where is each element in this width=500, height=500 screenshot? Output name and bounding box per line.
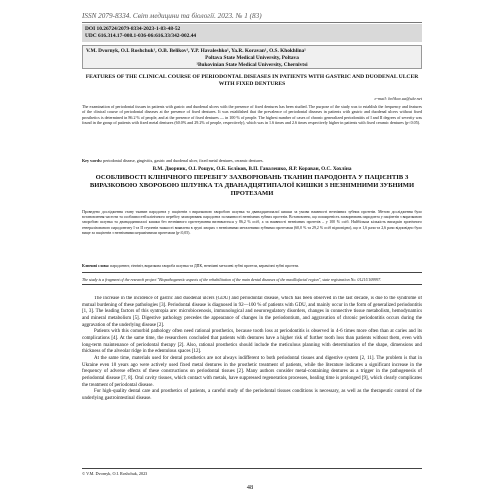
abstract-ua: Проведено дослідження стану тканин пародонта у пацієнтів з виразковою хворобою шлунка та дванадцятипалої кишки за умови наявності незнімних зубних протезів. Метою дослідження було встановлення частоти та особливостей клінічного перебігу захворювань пародонта за наявності незнімних зубних протезів. Встановлено, що поширеність захворювань пародонта у пацієнтів з виразковою хворобою шлунка та дванадцятипалої кишки без незнімного протезування визначається у 86,2 % осіб, а за наявності незнімних протезів – у 100 % осіб. Найбільша кількість випадків хронічного генералізованого пародонтиту I та II ступенів тяжкості виявлена в групі хворих з незнімними металевими зубними протезами (60,0 % та 29,2 % осіб відповідно), що в 1,6 рази та 2,6 рази відповідно було вище за пацієнтів з незнімними керамічними протезами (p<0,05). [82,210,422,235]
body-paragraph: The increase in the incidence of gastric and duodenal ulcers (GDU) and periodontal disease, which has been observed in the last decade, is due to the syndrome of mutual burdening of these pathologies [3]. Periodontal disease is diagnosed in 92—100 % of patients with GDU, and mainly occur in the form of generalized periodontitis [1, 3]. The leading factors of this syntropia are: microbiocenosis, immunological and neuroregulatory disorders, changes in connective tissue metabolism, hemodynamics and mineral metabolism [5]. Digestive pathology precedes the appearance of changes in the periodontium, and aggravation of chronic periodontitis occurs during the aggravation of the underlying disease [2]. [82,296,422,328]
keywords-en [82,158,422,163]
journal-header: ISSN 2079-8334. Світ медицини та біології. 2023. № 1 (83) [82,12,422,23]
article-title-ua: ОСОБЛИВОСТІ КЛІНІЧНОГО ПЕРЕБІГУ ЗАХВОРЮВАНЬ ТКАНИН ПАРОДОНТА У ПАЦІЄНТІВ З ВИРАЗКОВОЮ ХВОРОБОЮ ШЛУНКА ТА ДВАНАДЦЯТИПАЛОЇ КИШКИ З НЕЗНІМНИМИ ЗУБНИМИ ПРОТЕЗАМИ [89,174,415,198]
keywords-en-text: periodontal disease, gingivitis, gastric and duodenal ulcer, fixed metal dentures, ceramic dentures. [103,158,264,163]
institution-1: Poltava State Medical University, Poltava [205,54,299,61]
article-body [82,296,422,464]
body-paragraph: Patients with this comorbid pathology often need rational prosthetics, because tooth loss at periodontitis is observed in 4-6 times more often than at caries and its complications [4]. At the same time, the researchers concluded that patients with dentures have a higher risk of further tooth loss than patients without them, even with long-term maintenance of periodontal therapy [2]. Also, rational prosthetics should include the meticulous planning with determination of the shape, dimensions and thickness of the alveolar ridge in the edentulous spaces [12]. [82,329,422,355]
article-title-en: FEATURES OF THE CLINICAL COURSE OF PERIODONTAL DISEASES IN PATIENTS WITH GASTRIC AND DUODENAL ULCER WITH FIXED DENTURES [85,74,419,88]
keywords-ua [82,264,422,273]
authors-affiliations [82,45,422,69]
udc: UDC 616.314.17-008.1-036-06:616.33/342-002.44 [85,32,197,39]
body-paragraph: At the same time, materials used for dental prosthetics are not always indifferent to both periodontal tissues and digestive system [2, 11]. The problem is that in Ukraine even 10 years ago were actively used fixed metal dentures in the prosthetic treatment of patients, while the literature indicates a significant increase in the frequency of adverse effects of these constructions on periodontal tissues [2]. Many authors consider metal-containing dentures as a trigger in the pathogenesis of periodontal disease [7, 8]. Oral cavity tissues, which contact with metals, have suppressed regeneration processes, healing time is prolonged [9], which clearly complicates the treatment of periodontal disease. [82,356,422,388]
institution-2: ¹Bukovinian State Medical University, Chernivtsi [196,61,308,68]
doi: DOI 10.26724/2079-8334-2023-1-83-48-52 [85,26,181,32]
keywords-ua-label: Ключові слова: [82,264,110,268]
page-number: 48 [246,484,254,491]
abstract-en: The examination of periodontal tissues in patients with gastric and duodenal ulcers with the presence of fixed dentures has been studied. The purpose of the study was to establish the frequency and features of the clinical course of periodontal diseases at the presence of fixed dentures. It was established that the prevalence of periodontal diseases in patients with gastric and duodenal ulcers without fixed prosthetics is determined in 86.2 % of people, and at the presence of fixed dentures — in 100 % of people. The highest number of cases of chronic generalized periodontitis of I and II degrees of severity was found in the group of patients with fixed metal dentures (60.0% and 29.2% of people, respectively), which was in 1.6 times and 2.6 times respectively higher in patients with fixed ceramic dentures (p<0.05). [82,104,422,126]
article-identifiers [82,24,422,42]
contact-email: e-mail: belikov.ua@ukr.net [374,96,422,101]
research-footnote: The study is a fragment of the research project "Biopathogenetic aspects of the rehabilitation of the main dental diseases of the maxillofacial region", state registration No. 0121U109997. [82,277,422,285]
authors-en: V.M. Dvornyk, O.I. Roshchuk¹, O.B. Belikov¹, Y.P. Havaleshko¹, Ya.R. Koravan¹, O.S. Khokhlina¹ [86,48,306,54]
keywords-ua-text: пародонтит, гінгівіт, виразкова хвороба шлунка та ДПК, незнімні металеві зубні протези, керамічні зубні протези. [110,264,300,268]
copyright-note: © V.M. Dvornyk, O.I. Roshchuk, 2023 [82,468,422,476]
authors-ua: В.М. Дворник, О.І. Рощук, О.Б. Бєліков, В.П. Гавалешко, Я.Р. Кораван, О.С. Хохліна [152,166,352,172]
keywords-en-label: Key words: [82,158,103,163]
body-paragraph: For high-quality dental care and prosthetics of patients, a careful study of the periodontal tissues conditions is necessary, as well as the therapeutic control of the underlying gastrointestinal disease. [82,389,422,402]
